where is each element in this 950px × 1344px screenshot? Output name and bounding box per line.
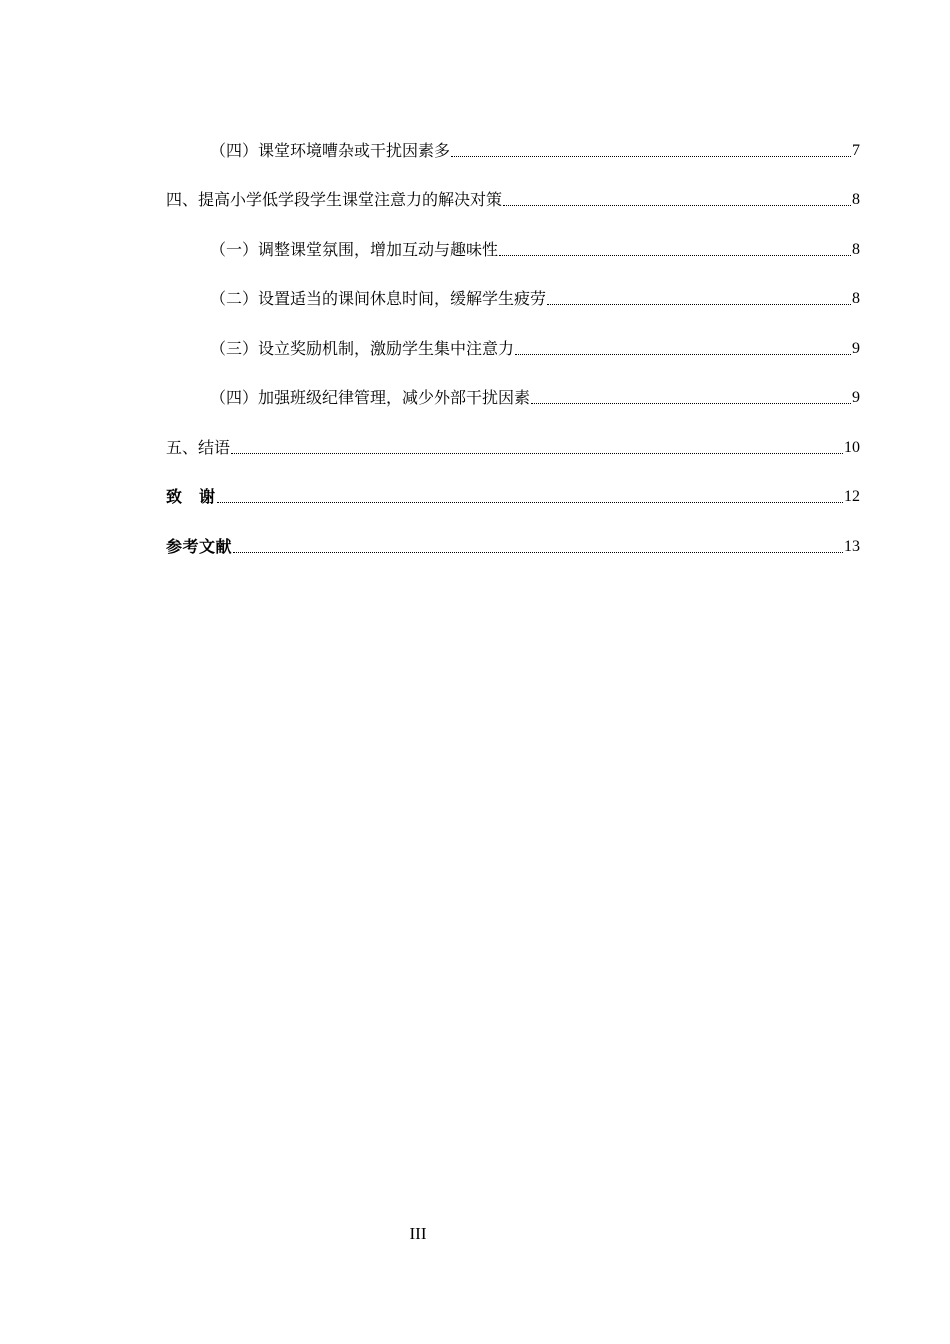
toc-entry-label: 参考文献: [166, 536, 233, 556]
toc-entry-page: 8: [852, 240, 860, 258]
toc-entry-label: （三）设立奖励机制，激励学生集中注意力: [210, 338, 515, 358]
table-of-contents: [166, 114, 860, 560]
toc-leader-dots: [547, 303, 851, 305]
toc-leader-dots: [515, 353, 851, 355]
toc-leader-dots: [531, 402, 851, 404]
toc-entry-page: 8: [852, 191, 860, 208]
toc-leader-dots: [451, 155, 851, 157]
toc-entry[interactable]: [166, 510, 860, 560]
toc-entry-label: 致 谢: [166, 487, 216, 506]
toc-entry-page: 7: [852, 141, 860, 159]
toc-entry-page: 8: [852, 290, 860, 307]
toc-entry-page: 9: [852, 339, 860, 357]
toc-leader-dots: [217, 501, 843, 503]
page-number: III: [409, 1224, 427, 1243]
toc-entry[interactable]: [166, 362, 860, 412]
toc-entry[interactable]: [166, 213, 860, 263]
toc-entry-page: 13: [844, 537, 860, 555]
toc-entry[interactable]: [166, 263, 860, 313]
toc-entry-page: 10: [844, 438, 860, 456]
toc-entry[interactable]: [166, 164, 860, 214]
toc-entry[interactable]: [166, 411, 860, 461]
toc-entry-label: （二）设置适当的课间休息时间，缓解学生疲劳: [210, 289, 547, 308]
toc-leader-dots: [231, 452, 843, 454]
toc-entry-label: （一）调整课堂氛围，增加互动与趣味性: [210, 239, 499, 259]
toc-entry-label: 五、结语: [166, 437, 231, 457]
toc-entry[interactable]: [166, 114, 860, 164]
toc-leader-dots: [499, 254, 851, 256]
toc-entry[interactable]: [166, 312, 860, 362]
toc-entry[interactable]: [166, 461, 860, 511]
toc-entry-label: （四）加强班级纪律管理，减少外部干扰因素: [210, 388, 531, 407]
toc-entry-label: （四）课堂环境嘈杂或干扰因素多: [210, 140, 451, 160]
toc-entry-page: 9: [852, 389, 860, 406]
toc-leader-dots: [503, 204, 851, 206]
toc-entry-label: 四、提高小学低学段学生课堂注意力的解决对策: [166, 190, 503, 209]
toc-leader-dots: [233, 551, 843, 553]
toc-entry-page: 12: [844, 488, 860, 505]
